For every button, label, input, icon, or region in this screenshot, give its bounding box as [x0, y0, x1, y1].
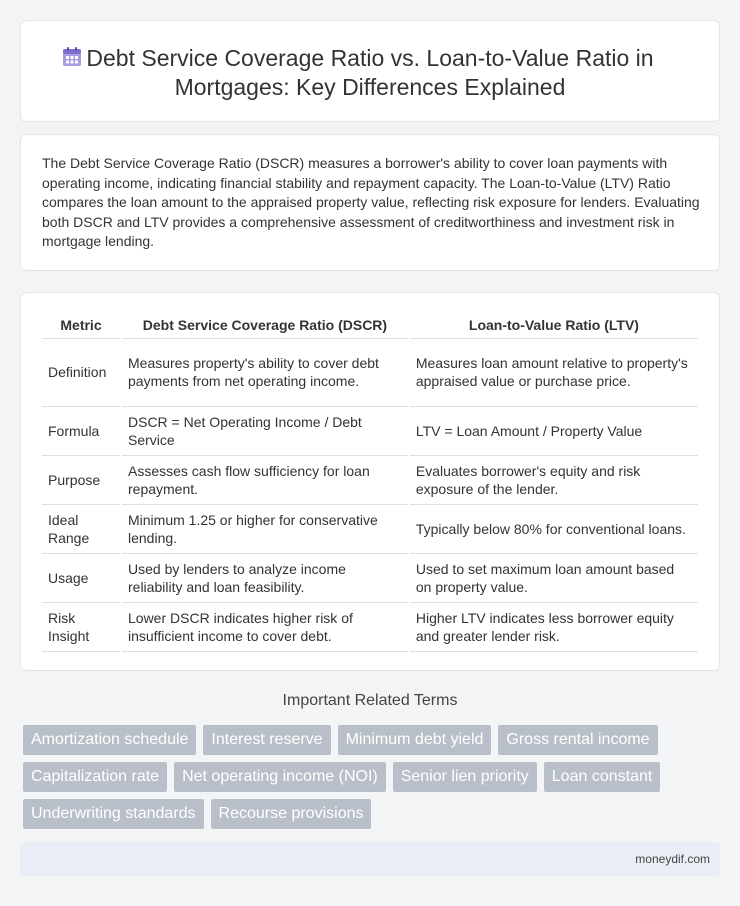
header-ltv: Loan-to-Value Ratio (LTV) [409, 312, 698, 338]
tag-amortization-schedule[interactable]: Amortization schedule [23, 725, 196, 755]
cell-ltv: Measures loan amount relative to property's appraised value or purchase price. [409, 338, 698, 406]
tag-loan-constant[interactable]: Loan constant [544, 762, 661, 792]
tag-capitalization-rate[interactable]: Capitalization rate [23, 762, 167, 792]
tag-net-operating-income[interactable]: Net operating income (NOI) [174, 762, 386, 792]
cell-metric: Formula [42, 406, 121, 455]
comparison-table-card [20, 292, 720, 671]
cell-dscr: Assesses cash flow sufficiency for loan repayment. [121, 455, 409, 504]
related-terms-title: Important Related Terms [282, 692, 458, 709]
tag-recourse-provisions[interactable]: Recourse provisions [211, 799, 372, 829]
cell-dscr: Used by lenders to analyze income reliability and loan feasibility. [121, 553, 409, 602]
header-metric: Metric [42, 312, 121, 338]
cell-dscr: Measures property's ability to cover debt payments from net operating income. [121, 338, 409, 406]
cell-ltv: Evaluates borrower's equity and risk exposure of the lender. [409, 455, 698, 504]
tag-interest-reserve[interactable]: Interest reserve [203, 725, 330, 755]
header-dscr: Debt Service Coverage Ratio (DSCR) [121, 312, 409, 338]
cell-dscr: DSCR = Net Operating Income / Debt Service [121, 406, 409, 455]
intro-card [20, 134, 720, 271]
cell-metric: Definition [42, 338, 121, 406]
intro-text: The Debt Service Coverage Ratio (DSCR) measures a borrower's ability to cover loan payments with operating income, indicating financial stability and repayment capacity. The Loan-to-Value (LTV) Ratio compares the loan amount to the appraised property value, reflecting risk exposure for lenders. Evaluating both DSCR and LTV provides a comprehensive assessment of creditworthiness and investment risk in mortgage lending. [42, 155, 700, 250]
footer-site[interactable]: moneydif.com [635, 852, 710, 866]
cell-ltv: Used to set maximum loan amount based on property value. [409, 553, 698, 602]
cell-metric: Purpose [42, 455, 121, 504]
cell-ltv: LTV = Loan Amount / Property Value [409, 406, 698, 455]
tag-gross-rental-income[interactable]: Gross rental income [498, 725, 657, 755]
related-terms-tags [23, 725, 723, 836]
page-title: Debt Service Coverage Ratio vs. Loan-to-Value Ratio in Mortgages: Key Differences Explained [86, 45, 654, 100]
table-row [42, 504, 698, 553]
table-row [42, 406, 698, 455]
cell-ltv: Higher LTV indicates less borrower equity and greater lender risk. [409, 602, 698, 651]
tag-row [23, 799, 723, 829]
cell-dscr: Lower DSCR indicates higher risk of insufficient income to cover debt. [121, 602, 409, 651]
comparison-table [42, 312, 698, 652]
tag-underwriting-standards[interactable]: Underwriting standards [23, 799, 204, 829]
cell-dscr: Minimum 1.25 or higher for conservative lending. [121, 504, 409, 553]
table-row [42, 602, 698, 651]
cell-metric: Ideal Range [42, 504, 121, 553]
table-header-row [42, 312, 698, 338]
cell-metric: Usage [42, 553, 121, 602]
cell-metric: Risk Insight [42, 602, 121, 651]
table-row [42, 455, 698, 504]
title-card [20, 20, 720, 122]
tag-row [23, 725, 723, 755]
tag-row [23, 762, 723, 792]
table-row [42, 553, 698, 602]
cell-ltv: Typically below 80% for conventional loans. [409, 504, 698, 553]
tag-senior-lien-priority[interactable]: Senior lien priority [393, 762, 537, 792]
table-row [42, 338, 698, 406]
tag-minimum-debt-yield[interactable]: Minimum debt yield [338, 725, 492, 755]
footer [20, 842, 720, 876]
